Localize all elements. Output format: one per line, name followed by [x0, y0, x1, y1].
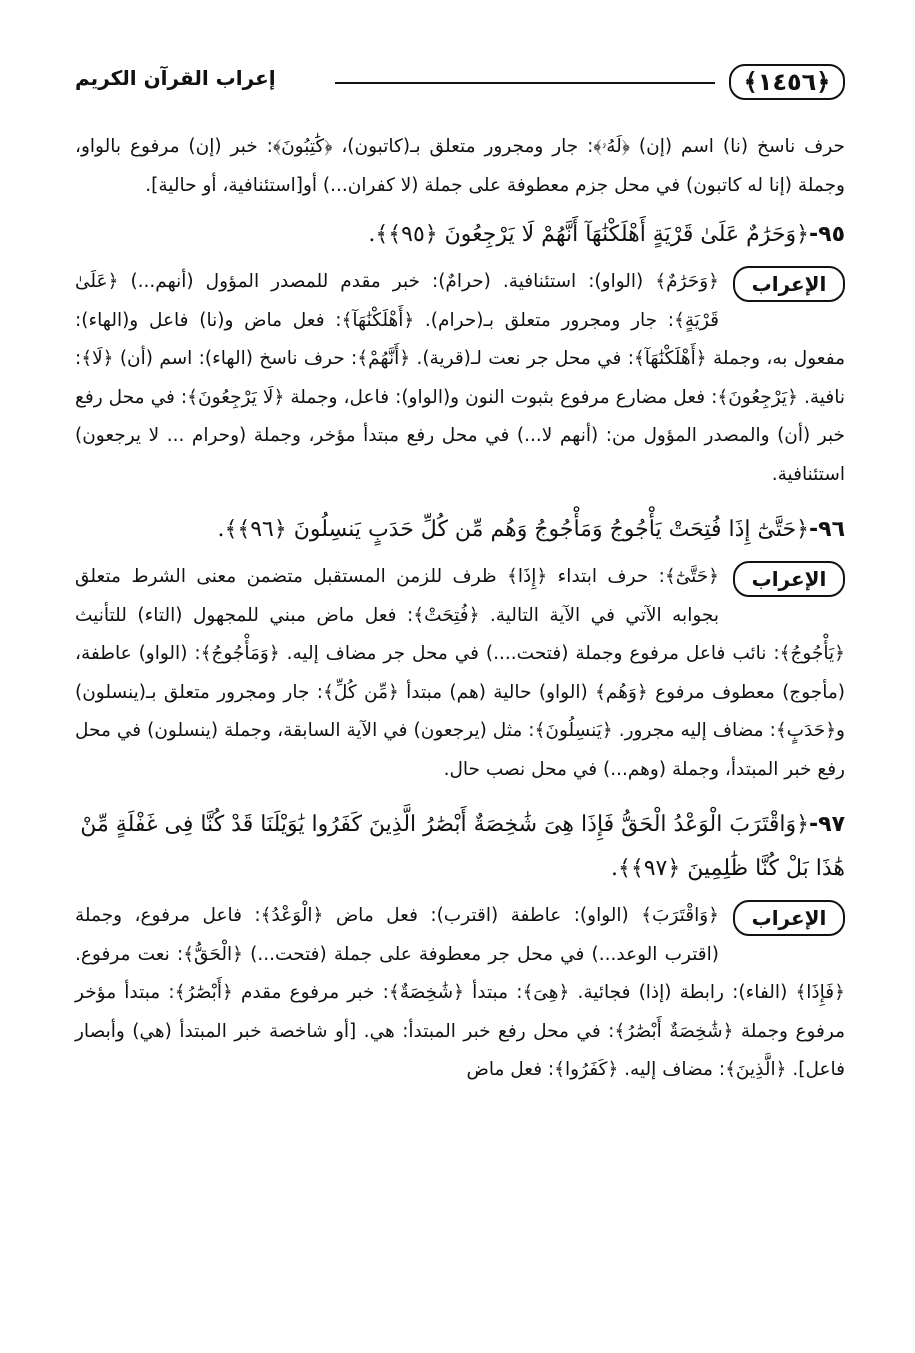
verse-text: ﴿حَتَّىٰٓ إِذَا فُتِحَتْ يَأْجُوجُ وَمَأْجُوجُ وَهُم مِّن كُلِّ حَدَبٍ يَنسِلُونَ ﴿٩٦﴾﴾. — [217, 517, 809, 542]
verse-96 — [75, 508, 845, 552]
irab-label: الإعراب — [733, 561, 845, 597]
irab-block-95 — [75, 263, 845, 494]
verse-number: ٩٦- — [809, 517, 845, 542]
page-number: ﴿١٤٥٦﴾ — [729, 64, 845, 100]
verse-number: ٩٧- — [809, 812, 845, 837]
irab-text: ﴿حَتَّىٰٓ﴾: حرف ابتداء ﴿إِذَا﴾ ظرف للزمن المستقبل متضمن معنى الشرط متعلق بجوابه الآتي في الآية التالية. ﴿فُتِحَتْ﴾: فعل ماض مبني للمجهول (التاء) للتأنيث ﴿يَأْجُوجُ﴾: نائب فاعل مرفوع وجملة (فتحت....) في محل جر مضاف إليه. ﴿وَمَأْجُوجُ﴾: (الواو) عاطفة، (مأجوج) معطوف مرفوع ﴿وَهُم﴾ (الواو) حالية (هم) مبتدأ ﴿مِّن كُلِّ﴾: جار ومجرور متعلق بـ(ينسلون) و﴿حَدَبٍ﴾: مضاف إليه مجرور. ﴿يَنسِلُونَ﴾: مثل (يرجعون) في الآية السابقة، وجملة (ينسلون) في محل رفع خبر المبتدأ، وجملة (وهم...) في محل نصب حال. — [75, 566, 845, 780]
verse-95 — [75, 213, 845, 257]
verse-97 — [75, 803, 845, 891]
intro-paragraph: حرف ناسخ (نا) اسم (إن) ﴿لَهُۥ﴾: جار ومجرور متعلق بـ(كاتبون)، ﴿كَٰتِبُونَ﴾: خبر (إن) مرفوع بالواو، وجملة (إنا له كاتبون) في محل جزم معطوفة على جملة (لا كفران...) أو[استئنافية، أو حالية]. — [75, 136, 845, 196]
header-divider — [335, 82, 715, 84]
verse-text: ﴿وَاقْتَرَبَ الْوَعْدُ الْحَقُّ فَإِذَا هِىَ شَٰخِصَةٌ أَبْصَٰرُ الَّذِينَ كَفَرُوا يَٰوَيْلَنَا قَدْ كُنَّا فِى غَفْلَةٍ مِّنْ هَٰذَا بَلْ كُنَّا ظَٰلِمِينَ ﴿٩٧﴾﴾. — [80, 812, 845, 881]
page-content — [75, 128, 845, 1090]
irab-text: ﴿وَحَرَٰمٌ﴾ (الواو): استئنافية. (حرامٌ): خبر مقدم للمصدر المؤول (أنهم...) ﴿عَلَىٰ قَرْيَةٍ﴾: جار ومجرور متعلق بـ(حرام). ﴿أَهْلَكْنَٰهَآ﴾: فعل ماض و(نا) فاعل و(الهاء): مفعول به، وجملة ﴿أَهْلَكْنَٰهَآ﴾: في محل جر نعت لـ(قرية). ﴿أَنَّهُمْ﴾: حرف ناسخ (الهاء): اسم (أن) ﴿لَا﴾: نافية. ﴿يَرْجِعُونَ﴾: فعل مضارع مرفوع بثبوت النون و(الواو): فاعل، وجملة ﴿لَا يَرْجِعُونَ﴾: في محل رفع خبر (أن) والمصدر المؤول من: (أنهم لا...) في محل رفع مبتدأ مؤخر، وجملة (وحرام ... لا يرجعون) استئنافية. — [75, 271, 845, 485]
irab-text: ﴿وَاقْتَرَبَ﴾ (الواو): عاطفة (اقترب): فعل ماض ﴿الْوَعْدُ﴾: فاعل مرفوع، وجملة (اقترب الوعد...) في محل جر معطوفة على جملة (فتحت...) ﴿الْحَقُّ﴾: نعت مرفوع. ﴿فَإِذَا﴾ (الفاء): رابطة (إذا) فجائية. ﴿هِىَ﴾: مبتدأ ﴿شَٰخِصَةٌ﴾: خبر مرفوع مقدم ﴿أَبْصَٰرُ﴾: مبتدأ مؤخر مرفوع وجملة ﴿شَٰخِصَةٌ أَبْصَٰرُ﴾: في محل رفع خبر المبتدأ: هي. [أو شاخصة خبر المبتدأ (هي) وأبصار فاعل]. ﴿الَّذِينَ﴾: مضاف إليه. ﴿كَفَرُوا﴾: فعل ماض — [75, 905, 845, 1080]
verse-text: ﴿وَحَرَٰمٌ عَلَىٰ قَرْيَةٍ أَهْلَكْنَٰهَآ أَنَّهُمْ لَا يَرْجِعُونَ ﴿٩٥﴾﴾. — [368, 222, 809, 247]
book-title: إعراب القرآن الكريم — [75, 66, 276, 90]
page-header — [75, 60, 845, 104]
irab-block-96 — [75, 558, 845, 789]
irab-block-97 — [75, 897, 845, 1090]
irab-label: الإعراب — [733, 900, 845, 936]
verse-number: ٩٥- — [809, 222, 845, 247]
irab-label: الإعراب — [733, 266, 845, 302]
